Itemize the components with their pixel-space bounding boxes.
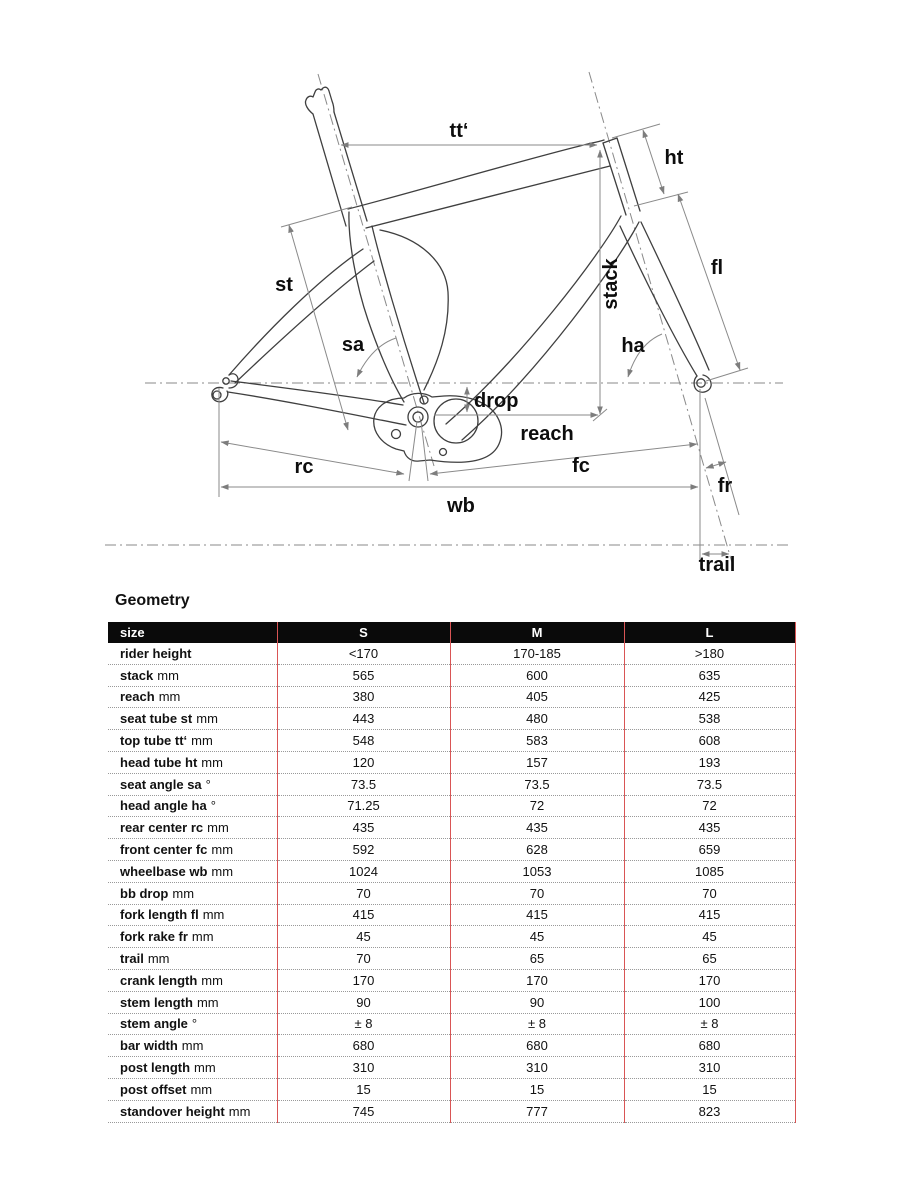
value-cell-s: <170: [277, 643, 450, 664]
row-unit: mm: [181, 1038, 204, 1054]
label-drop: drop: [474, 390, 519, 412]
row-unit: mm: [158, 689, 181, 705]
value-cell-s: 745: [277, 1100, 450, 1122]
row-label-cell: [108, 1035, 277, 1057]
value-cell-m: ± 8: [450, 1013, 624, 1035]
value-cell-l: >180: [624, 643, 795, 664]
value-cell-l: 73.5: [624, 773, 795, 795]
table-row: [108, 839, 795, 861]
row-label: crank length: [120, 972, 198, 988]
value-cell-l: 1085: [624, 860, 795, 882]
row-label-cell: [108, 730, 277, 752]
value-cell-l: 680: [624, 1035, 795, 1057]
table-row: [108, 1100, 795, 1122]
label-wb: wb: [447, 495, 475, 517]
row-label: trail: [120, 951, 144, 967]
value-cell-m: 170: [450, 969, 624, 991]
table-row: [108, 969, 795, 991]
value-cell-s: 435: [277, 817, 450, 839]
value-cell-s: 380: [277, 686, 450, 708]
label-st: st: [275, 274, 293, 296]
table-row: [108, 860, 795, 882]
value-cell-s: ± 8: [277, 1013, 450, 1035]
row-unit: mm: [201, 972, 223, 988]
value-cell-m: 1053: [450, 860, 624, 882]
value-cell-m: 70: [450, 882, 624, 904]
value-cell-l: 659: [624, 839, 795, 861]
value-cell-m: 15: [450, 1078, 624, 1100]
value-cell-m: 480: [450, 708, 624, 730]
label-trail: trail: [698, 554, 736, 576]
row-label: head angle ha: [120, 798, 207, 814]
row-unit: mm: [207, 820, 229, 836]
row-label: stack: [120, 667, 154, 683]
row-label-cell: [108, 860, 277, 882]
value-cell-m: 415: [450, 904, 624, 926]
value-cell-l: 15: [624, 1078, 795, 1100]
value-cell-l: 635: [624, 664, 795, 686]
value-cell-s: 310: [277, 1057, 450, 1079]
row-label: seat angle sa: [120, 776, 202, 792]
table-row: [108, 948, 795, 970]
row-label-cell: [108, 1078, 277, 1100]
row-label: front center fc: [120, 842, 208, 858]
row-unit: °: [205, 776, 211, 792]
row-label-cell: [108, 882, 277, 904]
value-cell-l: 170: [624, 969, 795, 991]
table-row: [108, 708, 795, 730]
geometry-table: [108, 622, 796, 1123]
table-row: [108, 817, 795, 839]
label-fc: fc: [572, 455, 590, 477]
row-label: stem angle: [120, 1016, 188, 1032]
label-rc: rc: [294, 456, 314, 478]
table-header-row: [108, 622, 795, 643]
value-cell-s: 680: [277, 1035, 450, 1057]
value-cell-s: 71.25: [277, 795, 450, 817]
value-cell-m: 583: [450, 730, 624, 752]
value-cell-m: 628: [450, 839, 624, 861]
row-unit: mm: [201, 754, 223, 770]
row-label-cell: [108, 795, 277, 817]
value-cell-m: 310: [450, 1057, 624, 1079]
row-unit: mm: [196, 711, 218, 727]
value-cell-s: 443: [277, 708, 450, 730]
label-tt: tt‘: [449, 120, 469, 142]
value-cell-l: 415: [624, 904, 795, 926]
table-row: [108, 664, 795, 686]
row-label-cell: [108, 643, 277, 664]
value-cell-s: 45: [277, 926, 450, 948]
value-cell-s: 70: [277, 948, 450, 970]
row-label: reach: [120, 689, 155, 705]
table-row: [108, 1078, 795, 1100]
row-label-cell: [108, 839, 277, 861]
value-cell-m: 435: [450, 817, 624, 839]
row-unit: mm: [157, 667, 179, 683]
value-cell-s: 90: [277, 991, 450, 1013]
label-fr: fr: [717, 475, 733, 497]
dimension-labels: [275, 120, 735, 576]
value-cell-s: 170: [277, 969, 450, 991]
table-row: [108, 991, 795, 1013]
value-cell-m: 680: [450, 1035, 624, 1057]
value-cell-l: 823: [624, 1100, 795, 1122]
table-row: [108, 882, 795, 904]
table-row: [108, 686, 795, 708]
dimension-lines: [219, 124, 748, 560]
value-cell-l: 608: [624, 730, 795, 752]
value-cell-m: 45: [450, 926, 624, 948]
row-unit: mm: [190, 1081, 213, 1097]
table-row: [108, 1035, 795, 1057]
label-ha: ha: [621, 335, 645, 357]
row-label: seat tube st: [120, 711, 193, 727]
value-cell-m: 72: [450, 795, 624, 817]
label-ht: ht: [664, 147, 684, 169]
row-unit: °: [210, 798, 216, 814]
value-cell-s: 565: [277, 664, 450, 686]
row-label: stem length: [120, 994, 193, 1010]
column-header-l: L: [624, 622, 795, 643]
row-label: top tube tt‘: [120, 733, 188, 749]
value-cell-s: 120: [277, 751, 450, 773]
row-label-cell: [108, 751, 277, 773]
row-label: head tube ht: [120, 754, 198, 770]
column-header-s: S: [277, 622, 450, 643]
row-unit: mm: [211, 842, 234, 858]
label-fl: fl: [710, 257, 724, 279]
label-stack: stack: [600, 258, 622, 310]
row-label: bb drop: [120, 885, 169, 901]
table-row: [108, 730, 795, 752]
table-row: [108, 795, 795, 817]
row-unit: mm: [194, 1060, 216, 1076]
value-cell-m: 777: [450, 1100, 624, 1122]
row-label-cell: [108, 948, 277, 970]
row-label-cell: [108, 708, 277, 730]
row-unit: mm: [172, 885, 195, 901]
table-row: [108, 773, 795, 795]
table-row: [108, 926, 795, 948]
column-header-m: M: [450, 622, 624, 643]
row-label: post offset: [120, 1081, 187, 1097]
row-label-cell: [108, 817, 277, 839]
row-label-cell: [108, 969, 277, 991]
value-cell-l: 65: [624, 948, 795, 970]
row-label: fork length fl: [120, 907, 199, 923]
value-cell-m: 65: [450, 948, 624, 970]
page-title: Geometry: [115, 592, 190, 609]
row-unit: mm: [228, 1103, 251, 1119]
value-cell-l: 425: [624, 686, 795, 708]
value-cell-l: 100: [624, 991, 795, 1013]
value-cell-s: 548: [277, 730, 450, 752]
value-cell-s: 70: [277, 882, 450, 904]
value-cell-l: 310: [624, 1057, 795, 1079]
row-unit: mm: [211, 863, 234, 879]
row-label: bar width: [120, 1038, 178, 1054]
value-cell-l: 193: [624, 751, 795, 773]
table-row: [108, 643, 795, 664]
value-cell-m: 405: [450, 686, 624, 708]
row-label-cell: [108, 686, 277, 708]
value-cell-l: ± 8: [624, 1013, 795, 1035]
row-label-cell: [108, 773, 277, 795]
row-label: fork rake fr: [120, 929, 188, 945]
value-cell-m: 600: [450, 664, 624, 686]
value-cell-m: 73.5: [450, 773, 624, 795]
value-cell-l: 72: [624, 795, 795, 817]
row-label-cell: [108, 904, 277, 926]
row-label: rider height: [120, 645, 192, 661]
row-unit: mm: [191, 733, 213, 749]
row-label-cell: [108, 1100, 277, 1122]
row-unit: mm: [202, 907, 225, 923]
row-unit: mm: [196, 994, 219, 1010]
value-cell-s: 415: [277, 904, 450, 926]
value-cell-s: 15: [277, 1078, 450, 1100]
value-cell-m: 170-185: [450, 643, 624, 664]
value-cell-s: 1024: [277, 860, 450, 882]
row-unit: mm: [191, 929, 214, 945]
table-row: [108, 1057, 795, 1079]
label-reach: reach: [520, 423, 574, 445]
value-cell-l: 45: [624, 926, 795, 948]
row-label: post length: [120, 1060, 191, 1076]
value-cell-l: 70: [624, 882, 795, 904]
table-row: [108, 904, 795, 926]
row-unit: °: [191, 1016, 198, 1032]
label-sa: sa: [341, 334, 365, 356]
steering-axis: [589, 72, 733, 566]
table-row: [108, 1013, 795, 1035]
value-cell-m: 90: [450, 991, 624, 1013]
value-cell-s: 592: [277, 839, 450, 861]
value-cell-l: 435: [624, 817, 795, 839]
row-unit: mm: [147, 951, 170, 967]
row-label: rear center rc: [120, 820, 204, 836]
row-label-cell: [108, 926, 277, 948]
table-row: [108, 751, 795, 773]
column-header-size: size: [108, 622, 277, 643]
value-cell-m: 157: [450, 751, 624, 773]
value-cell-l: 538: [624, 708, 795, 730]
row-label-cell: [108, 991, 277, 1013]
row-label-cell: [108, 664, 277, 686]
frame-geometry-diagram: [0, 0, 900, 585]
row-label-cell: [108, 1057, 277, 1079]
value-cell-s: 73.5: [277, 773, 450, 795]
row-label-cell: [108, 1013, 277, 1035]
row-label: wheelbase wb: [120, 863, 208, 879]
row-label: standover height: [120, 1103, 225, 1119]
